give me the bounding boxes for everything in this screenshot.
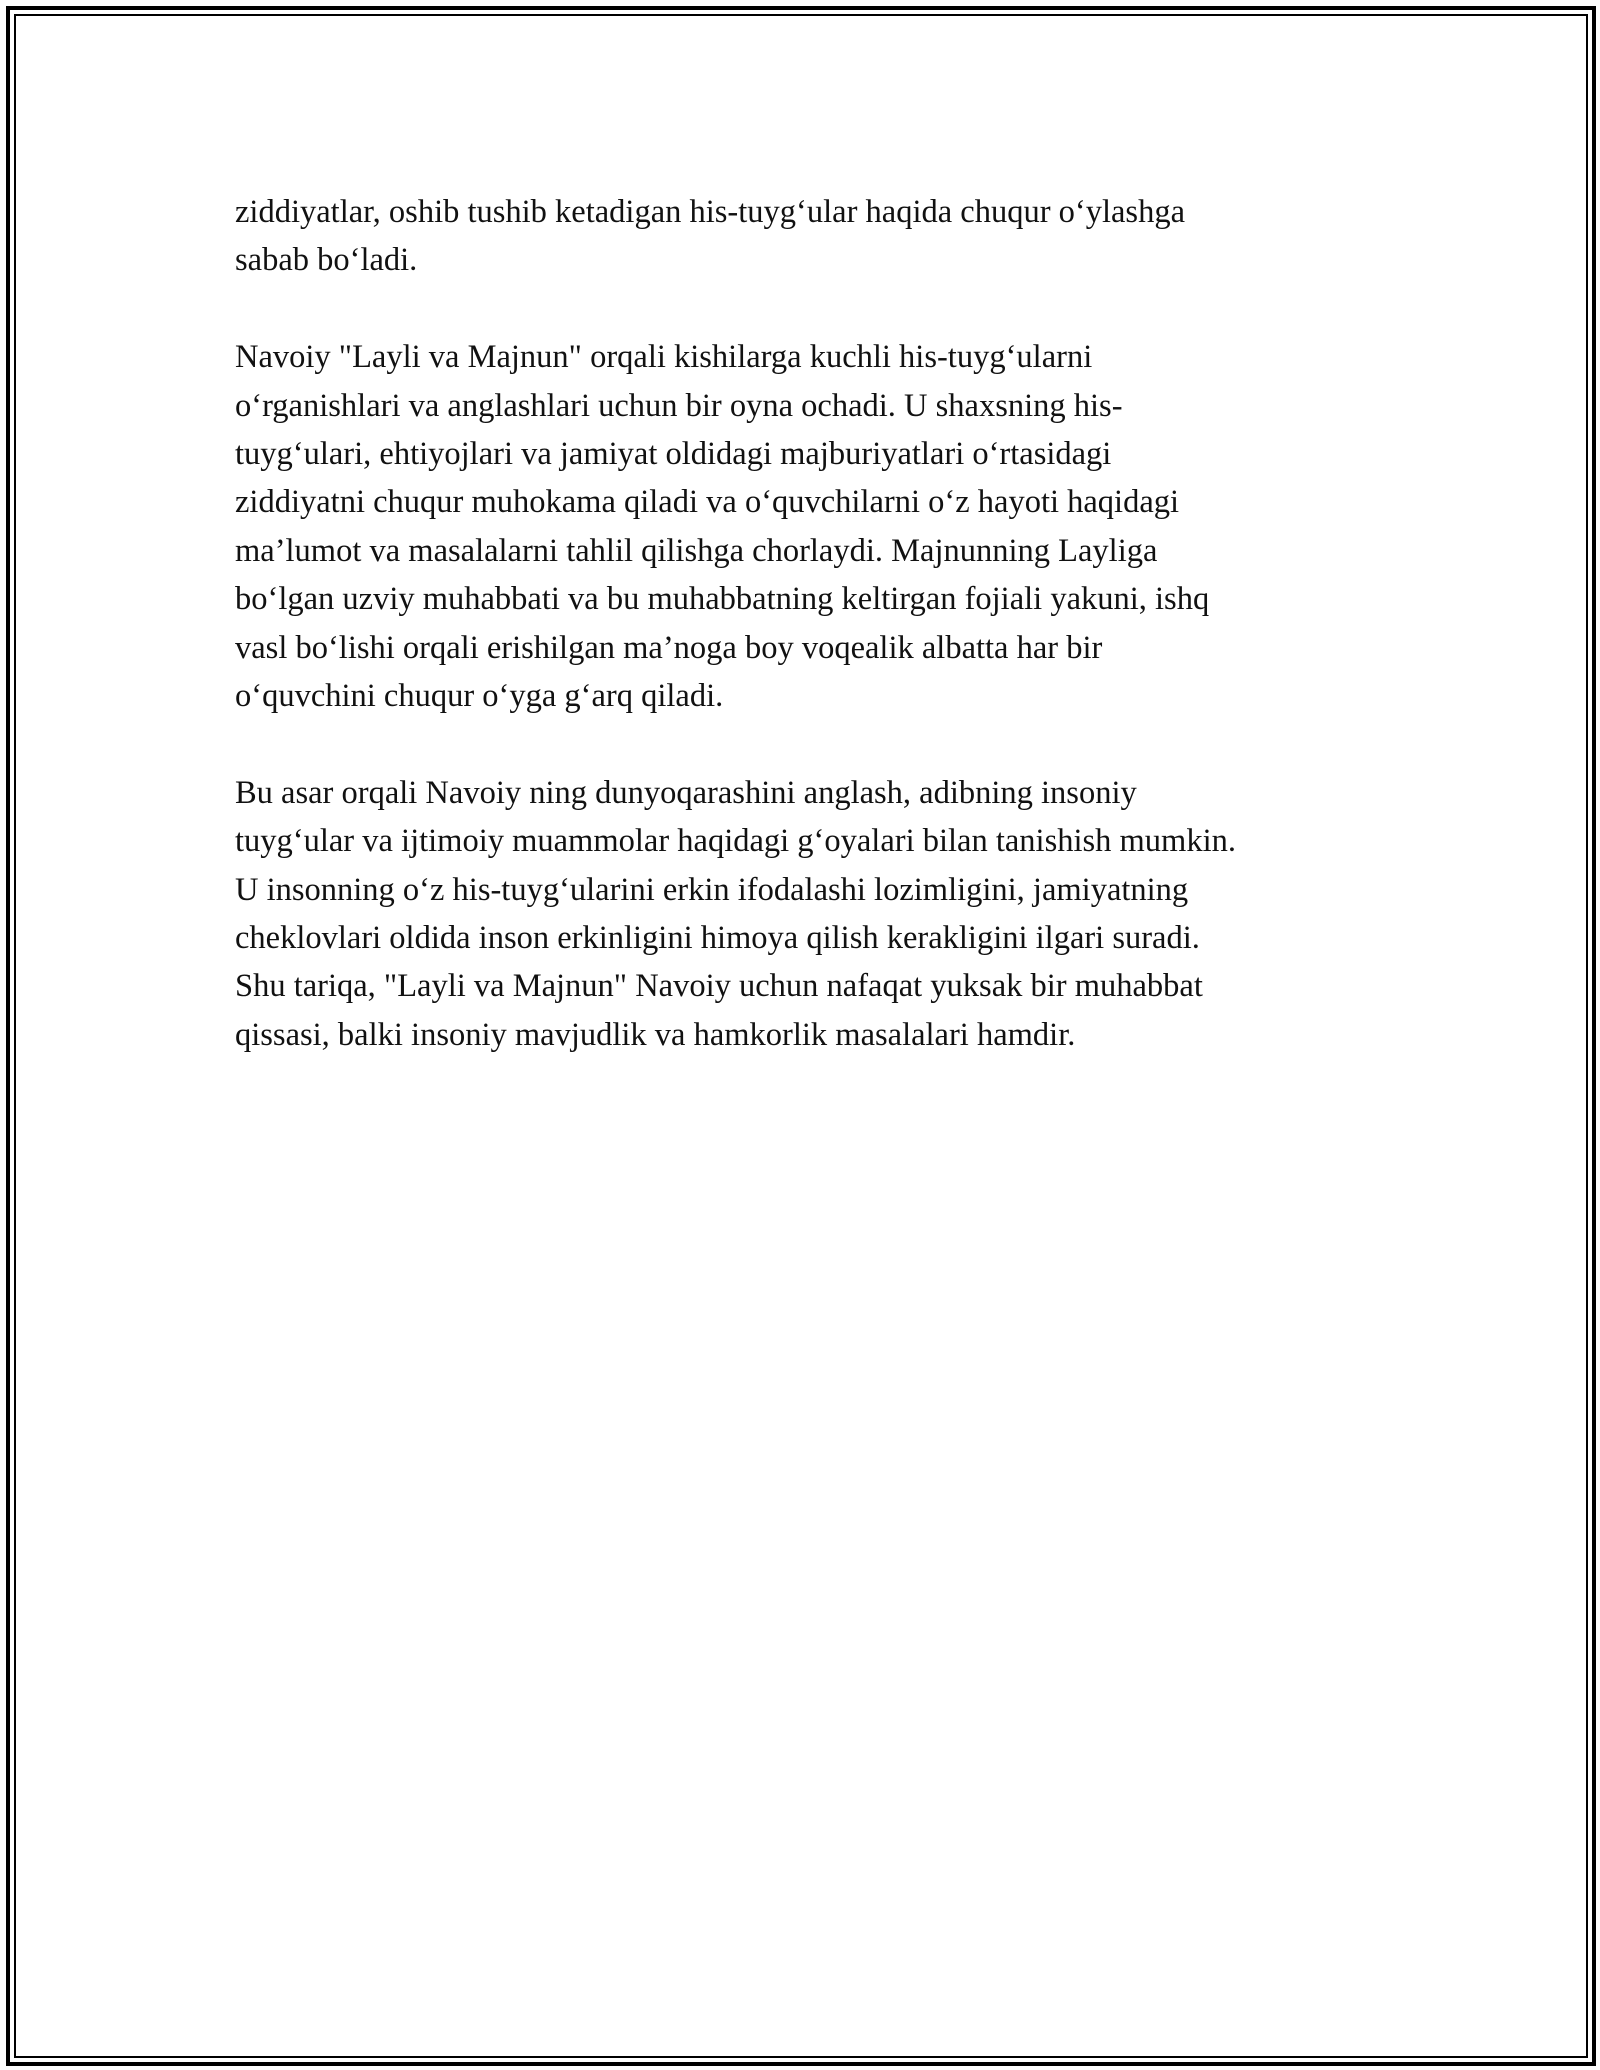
text-line: o‘rganishlari va anglashlari uchun bir oyna ochadi. U shaxsning his-	[235, 387, 1123, 424]
paragraph-2	[235, 333, 1375, 720]
paragraph-3	[235, 769, 1375, 1059]
text-line: cheklovlari oldida inson erkinligini himoya qilish kerakligini ilgari suradi.	[235, 920, 1200, 957]
text-line: sabab bo‘ladi.	[235, 242, 418, 279]
paragraph-1	[235, 188, 1375, 285]
document-body	[235, 188, 1375, 1108]
text-line: bo‘lgan uzviy muhabbati va bu muhabbatning keltirgan fojiali yakuni, ishq	[235, 581, 1210, 618]
text-line: ziddiyatlar, oshib tushib ketadigan his-tuyg‘ular haqida chuqur o‘ylashga	[235, 194, 1185, 230]
text-line: o‘quvchini chuqur o‘yga g‘arq qiladi.	[235, 678, 724, 715]
text-line: tuyg‘ular va ijtimoiy muammolar haqidagi g‘oyalari bilan tanishish mumkin.	[235, 823, 1236, 860]
text-line: tuyg‘ulari, ehtiyojlari va jamiyat oldidagi majburiyatlari o‘rtasidagi	[235, 436, 1112, 473]
text-line: Bu asar orqali Navoiy ning dunyoqarashini anglash, adibning insoniy	[235, 774, 1137, 811]
text-line: Shu tariqa, "Layli va Majnun" Navoiy uchun nafaqat yuksak bir muhabbat	[235, 968, 1203, 1005]
text-line: ziddiyatni chuqur muhokama qiladi va o‘quvchilarni o‘z hayoti haqidagi	[235, 484, 1180, 521]
text-line: qissasi, balki insoniy mavjudlik va hamkorlik masalalari hamdir.	[235, 1016, 1076, 1053]
text-line: vasl bo‘lishi orqali erishilgan ma’noga boy voqealik albatta har bir	[235, 629, 1103, 666]
text-line: U insonning o‘z his-tuyg‘ularini erkin ifodalashi lozimligini, jamiyatning	[235, 871, 1189, 908]
text-line: Navoiy "Layli va Majnun" orqali kishilarga kuchli his-tuyg‘ularni	[235, 339, 1093, 376]
text-line: ma’lumot va masalalarni tahlil qilishga chorlaydi. Majnunning Layliga	[235, 532, 1158, 569]
